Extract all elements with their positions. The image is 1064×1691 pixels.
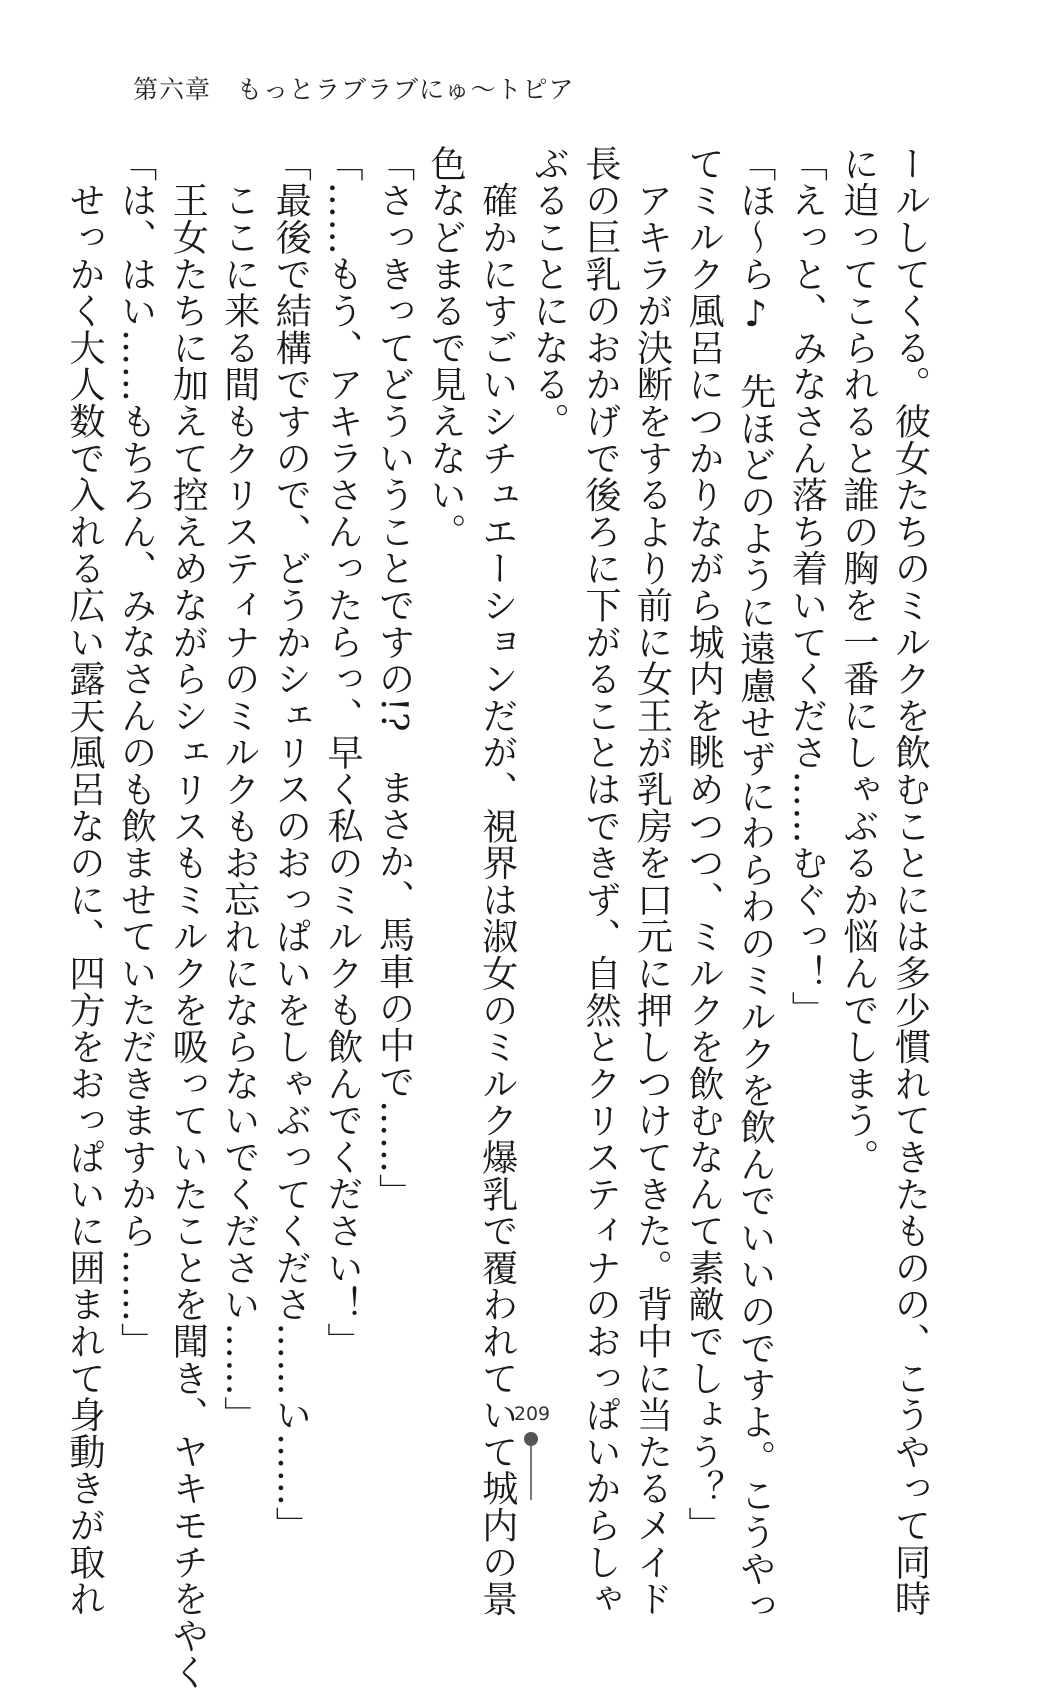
text-line: 王女たちに加えて控えめながらシェリスもミルクを吸っていたことを聞き、ヤキモチをやく bbox=[166, 145, 210, 1691]
running-head bbox=[133, 70, 575, 106]
text-line: せっかく大人数で入れる広い露天風呂なのに、四方をおっぱいに囲まれて身動きが取れ bbox=[63, 145, 107, 1617]
text-line: 「えっと、みなさん落ち着いてくださ……むぐっ！」 bbox=[785, 145, 829, 1029]
text-line: てミルク風呂につかりながら城内を眺めつつ、ミルクを飲むなんて素敵でしょう？」 bbox=[682, 145, 726, 1544]
text-line: 確かにすごいシチュエーションだが、視界は淑女のミルク爆乳で覆われていて城内の景 bbox=[476, 145, 520, 1617]
text-line: 色などまるで見えない。 bbox=[424, 145, 468, 550]
text-line: ここに来る間もクリスティナのミルクもお忘れにならないでください……」 bbox=[218, 145, 262, 1433]
chapter-number: 第六章 bbox=[133, 75, 212, 104]
text-line: 「ほ〜ら♪ 先ほどのように遠慮せずにわらわのミルクを飲んでいいのですよ。こうやっ bbox=[734, 145, 778, 1624]
text-line: 長の巨乳のおかげで後ろに下がることはできず、自然とクリスティナのおっぱいからしゃ bbox=[579, 145, 623, 1617]
text-line: ぶることになる。 bbox=[527, 145, 571, 440]
page-number: 209 bbox=[513, 1403, 551, 1425]
text-line: アキラが決断をするより前に女王が乳房を口元に押しつけてきた。背中に当たるメイド bbox=[631, 145, 675, 1617]
folio-dot-ornament bbox=[524, 1432, 538, 1446]
text-line: 「最後で結構ですので、どうかシェリスのおっぱいをしゃぶってくださ……い……」 bbox=[269, 145, 313, 1544]
folio-rule-ornament bbox=[530, 1446, 532, 1500]
text-line: 「……もう、アキラさんったらっ、早く私のミルクも飲んでください！」 bbox=[321, 145, 365, 1360]
text-line: 「は、はい……もちろん、みなさんのも飲ませていただきますから……」 bbox=[115, 145, 159, 1360]
chapter-title: もっとラブラブにゅ〜トピア bbox=[237, 75, 575, 104]
text-line: 「さっきってどういうことですの!? まさか、馬車の中で……」 bbox=[373, 145, 417, 1211]
text-line: に迫ってこられると誰の胸を一番にしゃぶるか悩んでしまう。 bbox=[837, 145, 881, 1176]
text-line: ールしてくる。彼女たちのミルクを飲むことには多少慣れてきたものの、こうやって同時 bbox=[889, 145, 932, 1617]
